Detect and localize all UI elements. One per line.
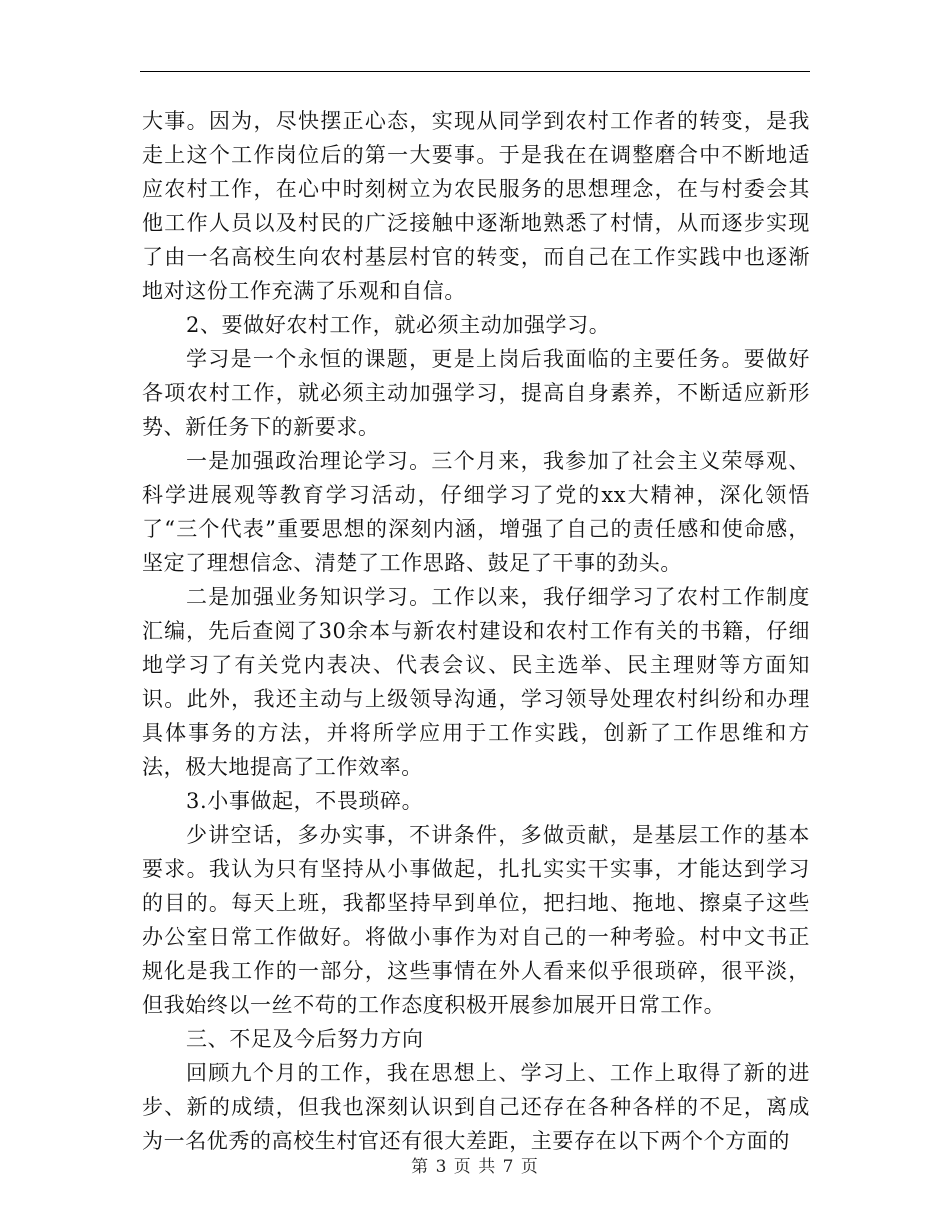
page-number-footer: 第 3 页 共 7 页 <box>411 1157 539 1177</box>
paragraph-6: 3.小事做起，不畏琐碎。 <box>186 789 424 813</box>
paragraph-7: 少讲空话，多办实事，不讲条件，多做贡献，是基层工作的基本要求。我认为只有坚持从小事做起，扎扎实实干实事，才能达到学习的目的。每天上班，我都坚持早到单位，把扫地、拖地、擦桌子这些办公室日常工作做好。将做小事作为对自己的一种考验。村中文书正规化是我工作的一部分，这些事情在外人看来似乎很琐碎，很平淡，但我始终以一丝不苟的工作态度积极开展参加展开日常工作。 <box>142 823 810 1017</box>
paragraph-9: 回顾九个月的工作，我在思想上、学习上、工作上取得了新的进步、新的成绩，但我也深刻认识到自己还存在各种各样的不足，离成为一名优秀的高校生村官还有很大差距，主要存在以下两个个方面的 <box>142 1061 810 1153</box>
document-body <box>142 104 810 1158</box>
paragraph-4: 一是加强政治理论学习。三个月来，我参加了社会主义荣辱观、科学进展观等教育学习活动，仔细学习了党的xx大精神，深化领悟了“三个代表”重要思想的深刻内涵，增强了自己的责任感和使命感，坚定了理想信念、清楚了工作思路、鼓足了干事的劲头。 <box>142 449 810 575</box>
paragraph-3: 学习是一个永恒的课题，更是上岗后我面临的主要任务。要做好各项农村工作，就必须主动加强学习，提高自身素养，不断适应新形势、新任务下的新要求。 <box>142 347 810 439</box>
paragraph-8: 三、不足及今后努力方向 <box>186 1027 424 1051</box>
paragraph-2: 2、要做好农村工作，就必须主动加强学习。 <box>186 313 611 337</box>
paragraph-5: 二是加强业务知识学习。工作以来，我仔细学习了农村工作制度汇编，先后查阅了30余本与新农村建设和农村工作有关的书籍，仔细地学习了有关党内表决、代表会议、民主选举、民主理财等方面知识。此外，我还主动与上级领导沟通，学习领导处理农村纠纷和办理具体事务的方法，并将所学应用于工作实践，创新了工作思维和方法，极大地提高了工作效率。 <box>142 585 810 779</box>
header-rule <box>140 71 810 72</box>
paragraph-1: 大事。因为，尽快摆正心态，实现从同学到农村工作者的转变，是我走上这个工作岗位后的第一大要事。于是我在在调整磨合中不断地适应农村工作，在心中时刻树立为农民服务的思想理念，在与村委会其他工作人员以及村民的广泛接触中逐渐地熟悉了村情，从而逐步实现了由一名高校生向农村基层村官的转变，而自己在工作实践中也逐渐地对这份工作充满了乐观和自信。 <box>142 109 810 303</box>
